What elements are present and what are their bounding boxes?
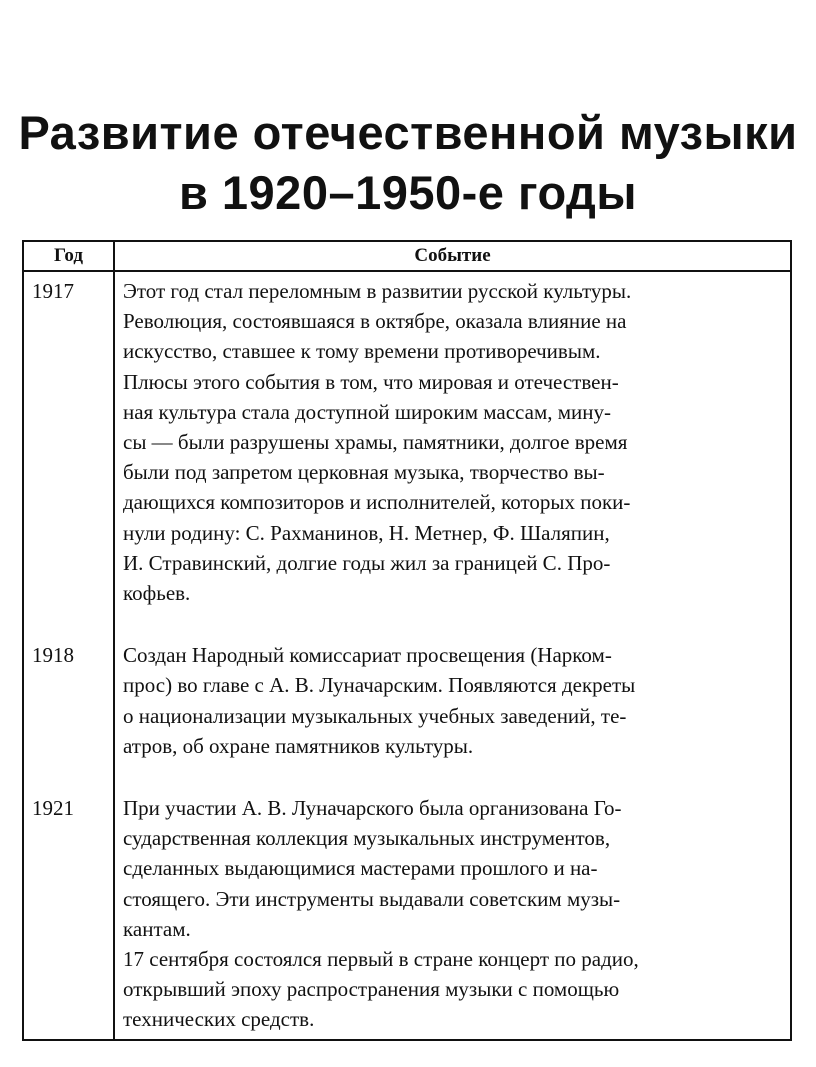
event-line: прос) во главе с А. В. Луначарским. Появляются декреты [123, 673, 636, 698]
row-year: 1921 [23, 791, 114, 1040]
table-row [23, 638, 791, 791]
title-line-1: Развитие отечественной музыки [18, 106, 798, 160]
event-line: открывший эпоху распространения музыки с помощью [123, 977, 620, 1002]
title-line-2: в 1920–1950-е годы [178, 166, 638, 220]
table-row [23, 791, 791, 1040]
event-line: Революция, состоявшаяся в октябре, оказала влияние на [123, 309, 627, 334]
event-line: кантам. [123, 916, 191, 941]
event-line: нули родину: С. Рахманинов, Н. Метнер, Ф. Шаляпин, [123, 520, 610, 545]
event-line: При участии А. В. Луначарского была организована Го- [123, 796, 622, 821]
event-line: искусство, ставшее к тому времени противоречивым. [123, 339, 601, 364]
event-line: ная культура стала доступной широким массам, мину- [123, 399, 612, 424]
event-line: были под запретом церковная музыка, творчество вы- [123, 460, 605, 485]
row-year: 1917 [23, 271, 114, 638]
row-event [114, 638, 791, 791]
events-table [22, 240, 792, 1041]
event-line: стоящего. Эти инструменты выдавали советским музы- [123, 886, 621, 911]
event-line: о национализации музыкальных учебных заведений, те- [123, 703, 627, 728]
event-line: И. Стравинский, долгие годы жил за границей С. Про- [123, 550, 611, 575]
event-line: кофьев. [123, 581, 191, 606]
event-line: Создан Народный комиссариат просвещения (Нарком- [123, 643, 612, 668]
event-line: сударственная коллекция музыкальных инструментов, [123, 826, 611, 851]
event-line: Плюсы этого события в том, что мировая и отечествен- [123, 369, 619, 394]
table-header [23, 241, 791, 271]
event-line: атров, об охране памятников культуры. [123, 733, 474, 758]
event-line: технических средств. [123, 1007, 315, 1032]
event-line: сделанных выдающимися мастерами прошлого и на- [123, 856, 598, 881]
event-line: дающихся композиторов и исполнителей, которых поки- [123, 490, 631, 515]
header-row [23, 241, 791, 271]
row-year: 1918 [23, 638, 114, 791]
event-line: 17 сентября состоялся первый в стране концерт по радио, [123, 947, 639, 972]
row-event [114, 271, 791, 638]
event-line: Этот год стал переломным в развитии русской культуры. [123, 279, 632, 303]
header-year: Год [23, 241, 114, 271]
event-line: сы — были разрушены храмы, памятники, долгое время [123, 430, 628, 455]
table-row [23, 271, 791, 638]
header-event: Событие [114, 241, 791, 271]
row-event [114, 791, 791, 1040]
page-title [0, 103, 816, 223]
